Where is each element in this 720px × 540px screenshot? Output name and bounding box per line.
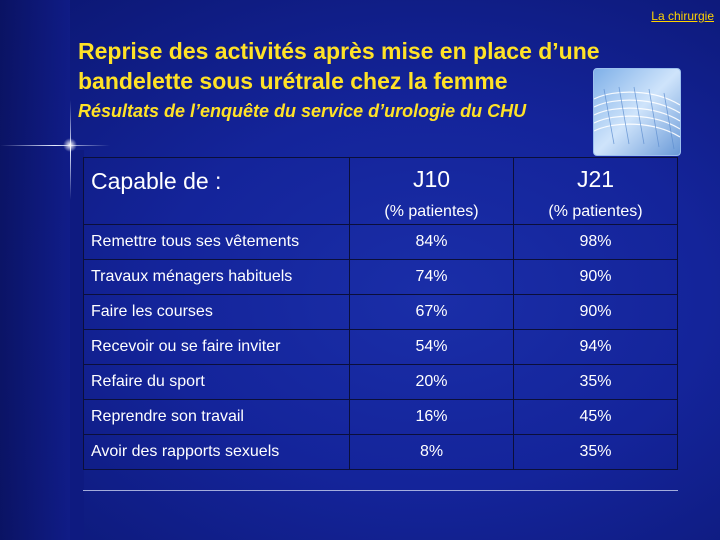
j10-cell: 8% xyxy=(350,435,514,470)
j10-subheader: (% patientes) xyxy=(384,203,479,220)
activity-cell: Travaux ménagers habituels xyxy=(84,260,350,295)
results-table xyxy=(83,157,678,470)
activity-cell: Remettre tous ses vêtements xyxy=(84,225,350,260)
activity-cell: Recevoir ou se faire inviter xyxy=(84,330,350,365)
activity-cell: Avoir des rapports sexuels xyxy=(84,435,350,470)
left-band-inner xyxy=(70,150,84,540)
j21-cell: 35% xyxy=(514,365,678,400)
j21-cell: 90% xyxy=(514,260,678,295)
table-row xyxy=(84,295,678,330)
table-row xyxy=(84,400,678,435)
j21-cell: 35% xyxy=(514,435,678,470)
table-row xyxy=(84,365,678,400)
j21-header: J21 xyxy=(576,166,615,192)
j10-cell: 67% xyxy=(350,295,514,330)
left-band xyxy=(0,0,70,540)
j21-cell: 45% xyxy=(514,400,678,435)
slide-subtitle: Résultats de l’enquête du service d’urologie du CHU xyxy=(78,101,527,121)
j21-cell: 90% xyxy=(514,295,678,330)
bottom-divider xyxy=(83,490,678,491)
table-row xyxy=(84,225,678,260)
decor-cross-horizontal xyxy=(0,145,110,146)
table-row xyxy=(84,435,678,470)
slide-title: Reprise des activités après mise en place d’une bandelette sous urétrale chez la femme xyxy=(78,38,600,94)
capable-label: Capable de : xyxy=(91,168,222,194)
j10-cell: 54% xyxy=(350,330,514,365)
activity-cell: Reprendre son travail xyxy=(84,400,350,435)
j10-cell: 84% xyxy=(350,225,514,260)
j10-cell: 16% xyxy=(350,400,514,435)
j21-subheader: (% patientes) xyxy=(548,203,643,220)
decor-glow xyxy=(63,138,77,152)
activity-cell: Refaire du sport xyxy=(84,365,350,400)
table-row xyxy=(84,260,678,295)
chirurgie-link[interactable]: La chirurgie xyxy=(651,9,714,23)
j21-cell: 98% xyxy=(514,225,678,260)
table-header-row xyxy=(84,158,678,225)
table-row xyxy=(84,330,678,365)
j10-cell: 20% xyxy=(350,365,514,400)
j10-cell: 74% xyxy=(350,260,514,295)
j21-cell: 94% xyxy=(514,330,678,365)
activity-cell: Faire les courses xyxy=(84,295,350,330)
mesh-image xyxy=(593,68,681,156)
j10-header: J10 xyxy=(412,166,451,192)
